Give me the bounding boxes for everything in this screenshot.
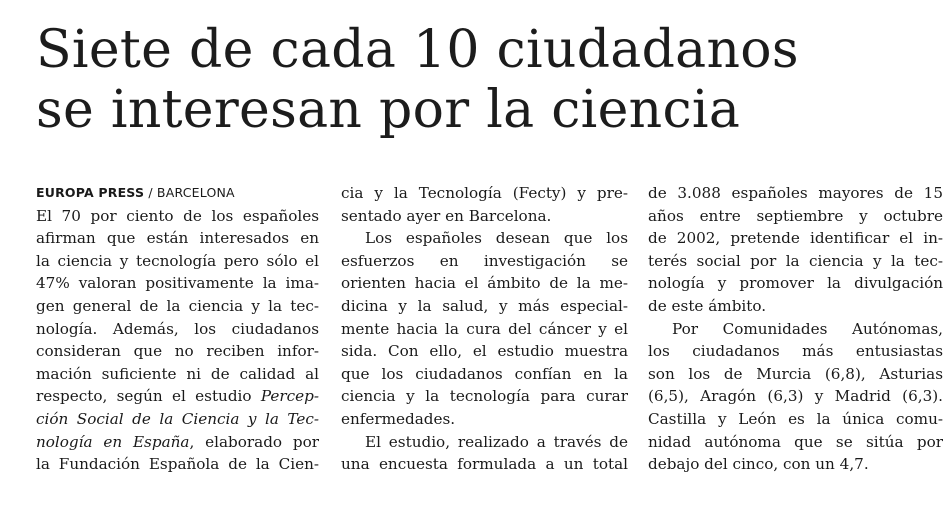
article-column-2: [341, 182, 628, 476]
text-line: esfuerzos en investigación se: [341, 251, 628, 270]
text-line: mación suficiente ni de calidad al: [36, 364, 319, 383]
text-line: (6,5), Aragón (6,3) y Madrid (6,3).: [648, 387, 943, 406]
study-title-fragment: Percep-: [260, 387, 319, 406]
text-line: gen general de la ciencia y la tec-: [36, 296, 319, 315]
text-line: El estudio, realizado a través de: [365, 432, 628, 451]
text-line: terés social por la ciencia y la tec-: [648, 251, 943, 270]
headline-line-2: se interesan por la ciencia: [36, 80, 741, 140]
text-line: sentado ayer en Barcelona.: [341, 206, 552, 225]
text-line: dicina y la salud, y más especial-: [341, 296, 628, 315]
text-line: debajo del cinco, con un 4,7.: [648, 455, 869, 474]
text-line: enfermedades.: [341, 409, 456, 428]
text-line: que los ciudadanos confían en la: [341, 364, 628, 383]
text-line: la Fundación Española de la Cien-: [36, 455, 319, 474]
text-line: [36, 408, 319, 431]
text-line: años entre septiembre y octubre: [648, 206, 943, 225]
study-title-fragment: nología en España: [36, 432, 190, 451]
text-line: mente hacia la cura del cáncer y el: [341, 319, 628, 338]
text-line: Los españoles desean que los: [365, 229, 628, 248]
byline-city: BARCELONA: [156, 185, 235, 200]
text-line: ciencia y la tecnología para curar: [341, 387, 628, 406]
text-line: El 70 por ciento de los españoles: [36, 206, 319, 225]
headline-line-1: Siete de cada 10 ciudadanos: [36, 20, 799, 80]
text-line: la ciencia y tecnología pero sólo el: [36, 251, 319, 270]
text-fragment: , elaborado por: [189, 432, 319, 451]
byline-separator: /: [144, 185, 157, 200]
byline-agency: EUROPA PRESS: [36, 185, 145, 200]
text-line: nología. Además, los ciudadanos: [36, 319, 319, 338]
text-line: los ciudadanos más entusiastas: [648, 342, 943, 361]
text-line: 47% valoran positivamente la ima-: [36, 274, 319, 293]
study-title-fragment: ción Social de la Ciencia y la Tec-: [36, 409, 319, 428]
text-line: afirman que están interesados en: [36, 229, 319, 248]
text-line: orienten hacia el ámbito de la me-: [341, 274, 628, 293]
text-line: nidad autónoma que se sitúa por: [648, 432, 943, 451]
text-line: [36, 431, 319, 454]
text-line: de este ámbito.: [648, 296, 767, 315]
text-line: una encuesta formulada a un total: [341, 455, 628, 474]
headline: [36, 20, 936, 140]
text-fragment: respecto, según el estudio: [36, 387, 261, 406]
text-line: consideran que no reciben infor-: [36, 342, 319, 361]
text-line: Por Comunidades Autónomas,: [672, 319, 943, 338]
text-line: de 2002, pretende identificar el in-: [648, 229, 943, 248]
text-line: sida. Con ello, el estudio muestra: [341, 342, 628, 361]
article-column-3: [648, 182, 943, 476]
text-line: Castilla y León es la única comu-: [648, 409, 943, 428]
text-line: [36, 385, 319, 408]
text-line: cia y la Tecnología (Fecty) y pre-: [341, 184, 628, 202]
text-line: son los de Murcia (6,8), Asturias: [648, 364, 943, 383]
text-line: de 3.088 españoles mayores de 15: [648, 184, 943, 202]
text-line: nología y promover la divulgación: [648, 274, 943, 293]
article-column-1: [36, 182, 319, 476]
byline: [36, 182, 319, 205]
